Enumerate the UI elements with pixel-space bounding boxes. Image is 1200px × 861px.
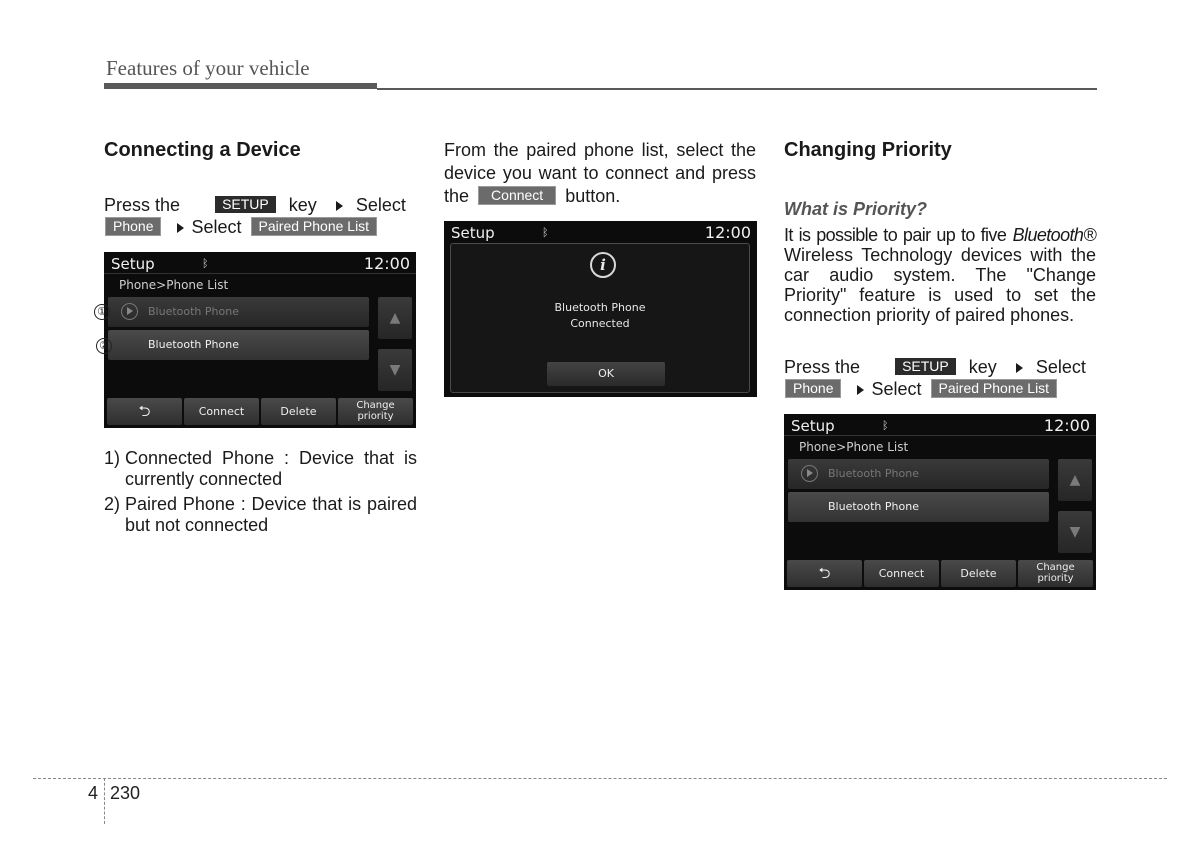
legend-list (104, 448, 417, 536)
screen-breadcrumb: Phone>Phone List (799, 440, 909, 454)
screen-phone-list-priority (784, 414, 1096, 590)
heading-changing-priority: Changing Priority (784, 139, 952, 161)
phone-key: Phone (785, 379, 841, 398)
list-item[interactable] (788, 459, 1049, 489)
bluetooth-trademark: Bluetooth® (1012, 225, 1096, 245)
phone-key: Phone (105, 217, 161, 236)
screen-clock: 12:00 (1043, 416, 1090, 435)
instruction-line-2 (104, 216, 377, 239)
list-item[interactable] (108, 330, 369, 360)
callout-marker-2: ② (96, 338, 112, 354)
connect-text-before: From the paired phone list, select the device you want to connect and press the (444, 140, 756, 206)
running-header: Features of your vehicle (106, 56, 310, 80)
arrow-right-icon (1016, 363, 1023, 373)
list-item-label: Bluetooth Phone (828, 467, 919, 480)
delete-button[interactable]: Delete (941, 560, 1016, 587)
screen-clock: 12:00 (704, 223, 751, 242)
list-number: 2) (104, 494, 121, 514)
connect-button[interactable]: Connect (184, 398, 259, 425)
connected-dialog (450, 243, 750, 393)
screen-title: Setup (111, 255, 155, 273)
screen-bottom-bar (107, 398, 413, 425)
screen-title: Setup (791, 417, 835, 435)
list-item-label: Bluetooth Phone (148, 338, 239, 351)
page-number: 230 (110, 783, 141, 803)
screen-connected-dialog (444, 221, 757, 397)
setup-key: SETUP (895, 358, 956, 375)
list-item (104, 448, 417, 490)
change-priority-line1: Change (356, 400, 395, 411)
callout-marker-1: ① (94, 304, 110, 320)
list-item[interactable] (108, 297, 369, 327)
dialog-message-line1: Bluetooth Phone (554, 301, 646, 314)
scroll-down-button[interactable]: ▼ (1058, 511, 1092, 553)
screen-breadcrumb: Phone>Phone List (119, 278, 229, 292)
list-item (104, 494, 417, 536)
play-icon (801, 465, 818, 482)
connect-key: Connect (478, 186, 556, 205)
instruction-line-4 (784, 378, 1057, 401)
scroll-up-button[interactable]: ▲ (1058, 459, 1092, 501)
bluetooth-icon: ᛒ (202, 257, 209, 270)
bluetooth-icon: ᛒ (542, 226, 549, 239)
ok-button[interactable]: OK (547, 362, 665, 386)
arrow-right-icon (336, 201, 343, 211)
connect-button[interactable]: Connect (864, 560, 939, 587)
info-icon: i (590, 252, 616, 278)
chapter-number: 4 (88, 783, 99, 803)
screen-phone-list (104, 252, 416, 428)
play-icon (121, 303, 138, 320)
arrow-right-icon (857, 385, 864, 395)
instruction-line-1 (104, 194, 417, 217)
change-priority-line2: priority (357, 411, 394, 422)
dialog-message-line2: Connected (570, 317, 630, 330)
text-select: Select (1035, 357, 1086, 377)
text-press: Press the (104, 195, 181, 215)
paired-phone-list-key: Paired Phone List (251, 217, 378, 236)
text-key: key (968, 357, 997, 377)
scroll-down-button[interactable]: ▼ (378, 349, 412, 391)
subheading-what-is-priority: What is Priority? (784, 199, 928, 219)
footer-divider (104, 778, 105, 824)
setup-key: SETUP (215, 196, 276, 213)
back-button[interactable]: ⮌ (787, 560, 862, 587)
paired-phone-list-key: Paired Phone List (931, 379, 1058, 398)
screen-clock: 12:00 (363, 254, 410, 273)
text-press: Press the (784, 357, 861, 377)
bluetooth-icon: ᛒ (882, 419, 889, 432)
list-text: Connected Phone : Device that is currently connected (125, 448, 417, 489)
list-item[interactable] (788, 492, 1049, 522)
back-button[interactable]: ⮌ (107, 398, 182, 425)
priority-description (784, 225, 1096, 325)
footer-rule (33, 778, 1167, 779)
change-priority-line2: priority (1037, 573, 1074, 584)
scroll-up-button[interactable]: ▲ (378, 297, 412, 339)
arrow-right-icon (177, 223, 184, 233)
list-item-label: Bluetooth Phone (148, 305, 239, 318)
text-select: Select (871, 379, 922, 399)
connect-text-after: button. (565, 186, 621, 206)
header-rule-thin (377, 88, 1097, 90)
text-select: Select (355, 195, 406, 215)
heading-connecting-device: Connecting a Device (104, 139, 301, 161)
text-key: key (288, 195, 317, 215)
change-priority-button[interactable] (338, 398, 413, 425)
screen-divider (104, 273, 416, 274)
connect-instruction (444, 139, 756, 208)
instruction-line-3 (784, 356, 1086, 379)
text-select: Select (191, 217, 242, 237)
screen-bottom-bar (787, 560, 1093, 587)
header-rule-thick (104, 83, 377, 89)
delete-button[interactable]: Delete (261, 398, 336, 425)
priority-text-b: Wireless Technology devices with the car audio system. The "Change Priority" feature is used to set the connection priority of paired phones. (784, 245, 1096, 325)
change-priority-line1: Change (1036, 562, 1075, 573)
change-priority-button[interactable] (1018, 560, 1093, 587)
priority-text-a: It is possible to pair up to five (784, 225, 1007, 245)
list-item-label: Bluetooth Phone (828, 500, 919, 513)
list-text: Paired Phone : Device that is paired but not connected (125, 494, 417, 535)
list-number: 1) (104, 448, 121, 468)
screen-divider (784, 435, 1096, 436)
screen-title: Setup (451, 224, 495, 242)
